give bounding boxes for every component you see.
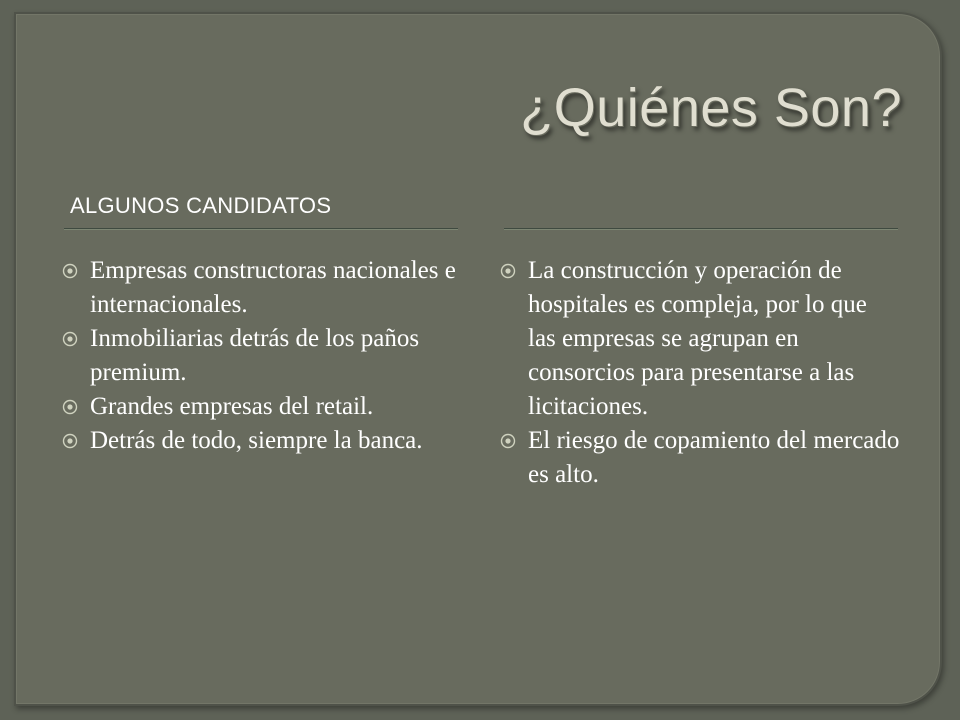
list-item-text: Empresas constructoras nacionales e internacionales. <box>90 257 456 318</box>
list-item <box>62 254 462 322</box>
left-bullet-list <box>62 254 462 458</box>
circled-dot-bullet-icon <box>62 331 78 347</box>
list-item <box>62 322 462 390</box>
circled-dot-bullet-icon <box>62 263 78 279</box>
list-item <box>500 424 900 492</box>
list-item-text: El riesgo de copamiento del mercado es alto. <box>528 427 900 488</box>
right-divider <box>504 228 898 230</box>
list-item <box>62 390 462 424</box>
circled-dot-bullet-icon <box>500 433 516 449</box>
list-item <box>62 424 462 458</box>
subheading: ALGUNOS CANDIDATOS <box>70 193 332 218</box>
list-item <box>500 254 900 424</box>
list-item-text: Detrás de todo, siempre la banca. <box>90 427 423 454</box>
left-divider <box>64 228 458 230</box>
circled-dot-bullet-icon <box>500 263 516 279</box>
list-item-text: Inmobiliarias detrás de los paños premium. <box>90 325 420 386</box>
right-bullet-list <box>500 254 900 492</box>
circled-dot-bullet-icon <box>62 433 78 449</box>
circled-dot-bullet-icon <box>62 399 78 415</box>
slide-title: ¿Quiénes Son? <box>520 78 902 138</box>
list-item-text: Grandes empresas del retail. <box>90 393 374 420</box>
list-item-text: La construcción y operación de hospitales es compleja, por lo que las empresas se agrupan en consorcios para presentarse a las licitaciones. <box>528 257 867 420</box>
